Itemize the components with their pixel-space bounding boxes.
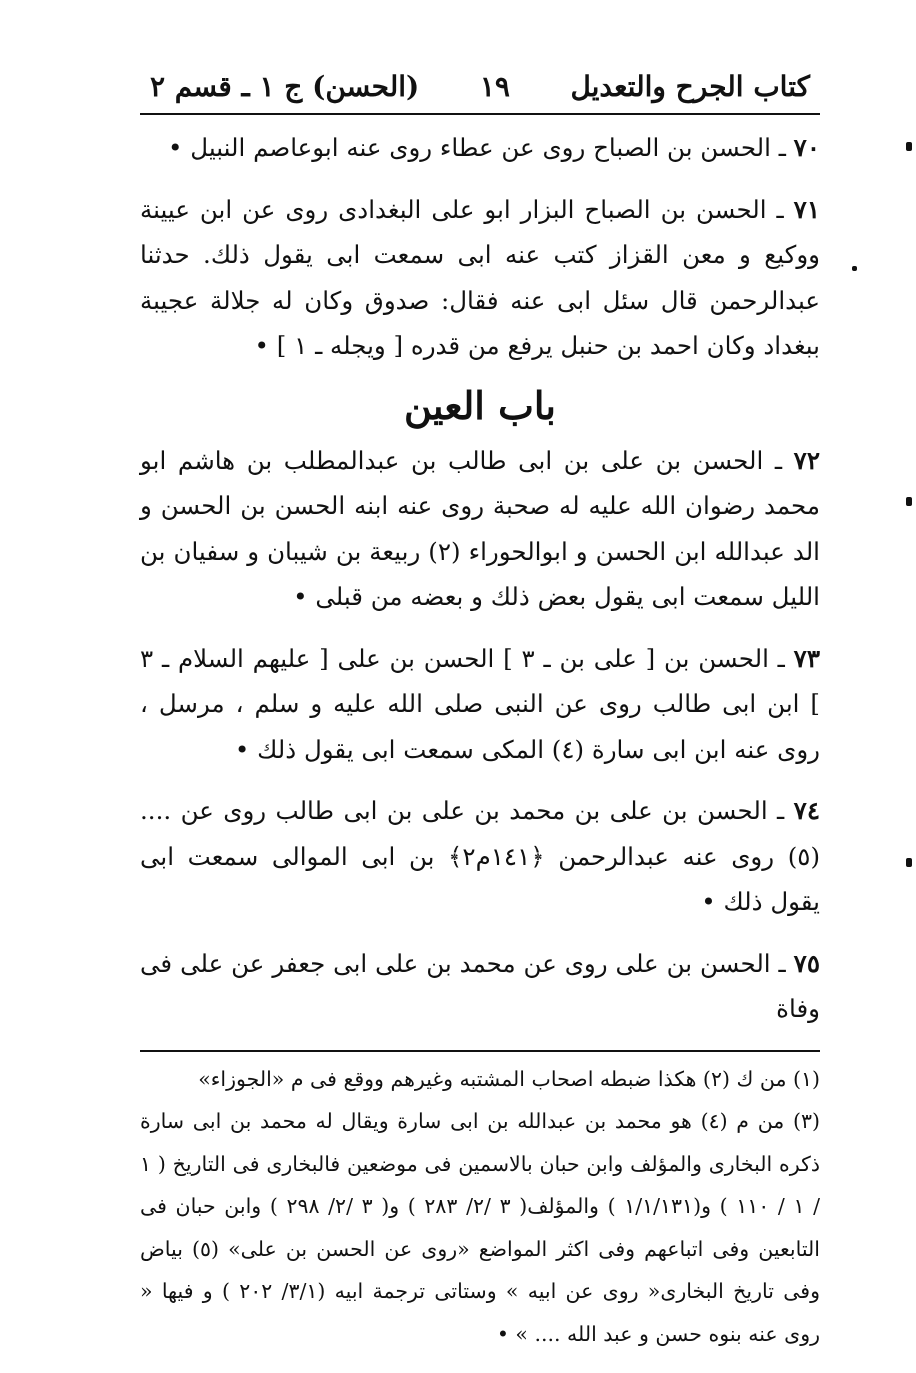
- entry-text: ـ الحسن بن على روى عن محمد بن على ابى جعفر عن على فى وفاة: [140, 948, 820, 1023]
- running-header: [140, 70, 820, 115]
- entry-text: ـ الحسن بن الصباح روى عن عطاء روى عنه ابوعاصم النبيل •: [168, 133, 786, 162]
- entry-number: ٧٢: [793, 445, 820, 475]
- page-number: ١٩: [479, 70, 510, 103]
- entry-number: ٧٥: [793, 948, 820, 978]
- entry-number: ٧٠: [793, 133, 820, 162]
- document-page: [140, 70, 820, 1355]
- entry-text: ـ الحسن بن الصباح البزار ابو على البغدادى روى عن ابن عيينة ووكيع و معن القزاز كتب عنه ابى سمعت ابى يقول ذلك. حدثنا عبدالرحمن قال سئل ابى عنه فقال: صدوق وكان له جلالة عجيبة ببغداد وكان احمد بن حنبل يرفع من قدره [ ويجله ـ ١ ] •: [140, 194, 820, 360]
- entry-73: [140, 636, 820, 779]
- footnote: (٣) من م (٤) هو محمد بن عبدالله بن ابى سارة ويقال له محمد بن ابى سارة ذكره البخارى والمؤلف وابن حبان بالاسمين فى موضعين فالبخارى فى التاريخ ( ١ / ١ / ١١٠ ) و(١/١/١٣١ ) والمؤلف( ٣ /٢/ ٢٨٣ ) و( ٣ /٢/ ٢٩٨ ) وابن حبان فى التابعين وفى اتباعهم وفى اكثر المواضع «روى عن الحسن بن على» (٥) بياض وفى تاريخ البخارى« روى عن ابيه » وستاتى ترجمة ابيه (٣/١/ ٢٠٢ ) و فيها « روى عنه بنوه حسن و عبد الله .... » •: [140, 1109, 821, 1346]
- entry-74: [140, 788, 820, 931]
- footnote: (١) من ك (٢) هكذا ضبطه اصحاب المشتبه وغيرهم ووقع فى م «الجوزاء»: [198, 1066, 820, 1091]
- entry-75: [140, 941, 820, 1038]
- margin-mark: [906, 142, 912, 151]
- entry-71: [140, 187, 820, 375]
- margin-mark: [852, 266, 857, 271]
- footnote-divider: [140, 1050, 820, 1052]
- section-reference: (الحسن) ج ١ ـ قسم ٢: [150, 70, 420, 103]
- entry-number: ٧٣: [793, 643, 820, 673]
- entry-text: ـ الحسن بن على بن محمد بن على بن ابى طالب روى عن .... (٥) روى عنه عبدالرحمن ﴿١٤١م٢﴾ بن ابى الموالى سمعت ابى يقول ذلك •: [140, 796, 820, 916]
- book-title: كتاب الجرح والتعديل: [570, 70, 810, 103]
- entry-72: [140, 438, 820, 626]
- entry-70: [140, 125, 820, 177]
- margin-mark: [906, 858, 912, 867]
- section-title: باب العين: [403, 382, 557, 428]
- entry-number: ٧١: [793, 194, 820, 224]
- footnotes: [140, 1058, 820, 1356]
- entry-text: ـ الحسن بن على بن ابى طالب بن عبدالمطلب بن هاشم ابو محمد رضوان الله عليه له صحبة روى عنه ابنه الحسن بن الحسن و الد عبدالله ابن الحسن و ابوالحوراء (٢) ربيعة بن شيبان و سفيان بن الليل سمعت ابى يقول بعض ذلك و بعضه من قبلى •: [140, 445, 820, 611]
- entry-number: ٧٤: [793, 796, 820, 825]
- margin-mark: [906, 497, 912, 506]
- entry-text: ـ الحسن بن [ على بن ـ ٣ ] الحسن بن على [ عليهم السلام ـ ٣ ] ابن ابى طالب روى عن النبى صلى الله عليه و سلم ، مرسل ، روى عنه ابن ابى سارة (٤) المكى سمعت ابى يقول ذلك •: [140, 643, 820, 764]
